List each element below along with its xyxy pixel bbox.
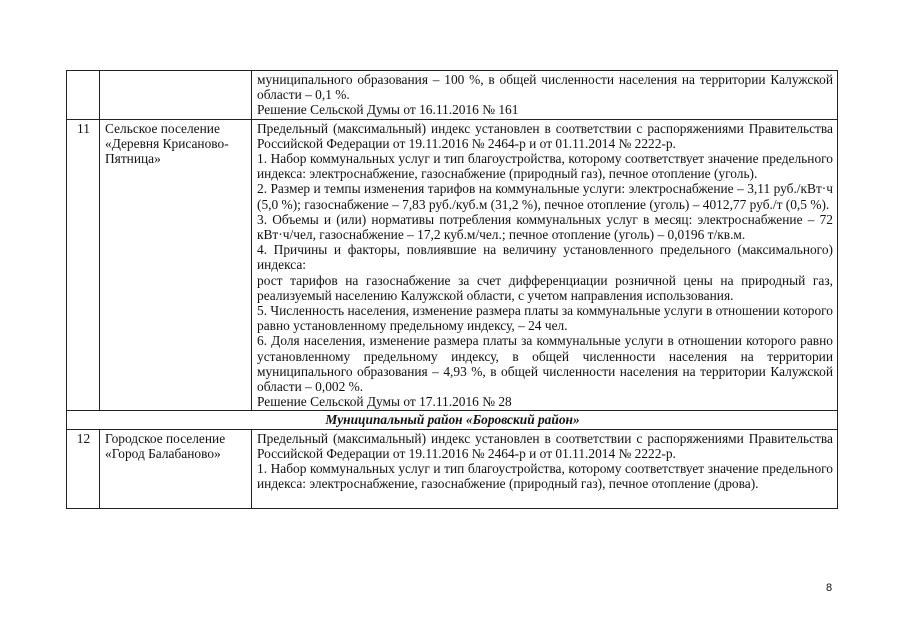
decision-reference: Решение Сельской Думы от 17.11.2016 № 28	[257, 394, 512, 410]
tariff-table	[66, 70, 838, 509]
detail-paragraph: 6. Доля населения, изменение размера платы за коммунальные услуги в отношении которого равно установленному предельному индексу, в общей численности населения на территории муниципального образования – 4,93 %, в общей численности населения на территории Калужской области – 0,002 %.	[257, 333, 833, 395]
table-row	[67, 71, 838, 120]
detail-paragraph: 4. Причины и факторы, повлиявшие на величину установленного предельного (максимального) индекса:	[257, 242, 833, 273]
settlement-name	[100, 71, 252, 120]
blank-line	[257, 491, 833, 506]
row-details	[252, 119, 838, 411]
row-number: 12	[67, 429, 100, 508]
section-header-row	[67, 411, 838, 429]
table-row	[67, 119, 838, 411]
detail-paragraph: 1. Набор коммунальных услуг и тип благоустройства, которому соответствует значение предельного индекса: электроснабжение, газоснабжение (природный газ), печное отопление (дрова).	[257, 461, 833, 492]
detail-paragraph: муниципального образования – 100 %, в общей численности населения на территории Калужской области – 0,1 %.	[257, 72, 833, 103]
row-number: 11	[67, 119, 100, 411]
page-number: 8	[826, 582, 833, 594]
detail-paragraph: рост тарифов на газоснабжение за счет дифференциации розничной цены на природный газ, реализуемый населению Калужской области, с учетом направления использования.	[257, 272, 833, 303]
detail-paragraph: Предельный (максимальный) индекс установлен в соответствии с распоряжениями Правительства Российской Федерации от 19.11.2016 № 2464-р и от 01.11.2014 № 2222-р.	[257, 430, 833, 461]
settlement-name: Сельское поселение «Деревня Крисаново-Пятница»	[100, 119, 252, 411]
row-details	[252, 71, 838, 120]
decision-reference: Решение Сельской Думы от 16.11.2016 № 161	[257, 102, 519, 118]
detail-paragraph: 2. Размер и темпы изменения тарифов на коммунальные услуги: электроснабжение – 3,11 руб./кВт·ч (5,0 %); газоснабжение – 7,83 руб./куб.м (31,2 %), печное отопление (уголь) – 4012,77 руб./т (0,5 %).	[257, 181, 833, 212]
detail-paragraph: Предельный (максимальный) индекс установлен в соответствии с распоряжениями Правительства Российской Федерации от 19.11.2016 № 2464-р и от 01.11.2014 № 2222-р.	[257, 120, 833, 151]
detail-paragraph: 5. Численность населения, изменение размера платы за коммунальные услуги в отношении которого равно установленному предельному индексу, – 24 чел.	[257, 303, 833, 334]
settlement-name: Городское поселение «Город Балабаново»	[100, 429, 252, 508]
detail-paragraph: 1. Набор коммунальных услуг и тип благоустройства, которому соответствует значение предельного индекса: электроснабжение, газоснабжение (природный газ), печное отопление (уголь).	[257, 151, 833, 182]
row-details	[252, 429, 838, 508]
row-number	[67, 71, 100, 120]
detail-paragraph: 3. Объемы и (или) нормативы потребления коммунальных услуг в месяц: электроснабжение – 72 кВт·ч/чел, газоснабжение – 17,2 куб.м/чел.; печное отопление (уголь) – 0,0196 т/кв.м.	[257, 211, 833, 243]
section-title: Муниципальный район «Боровский район»	[67, 411, 838, 429]
table-row	[67, 429, 838, 508]
